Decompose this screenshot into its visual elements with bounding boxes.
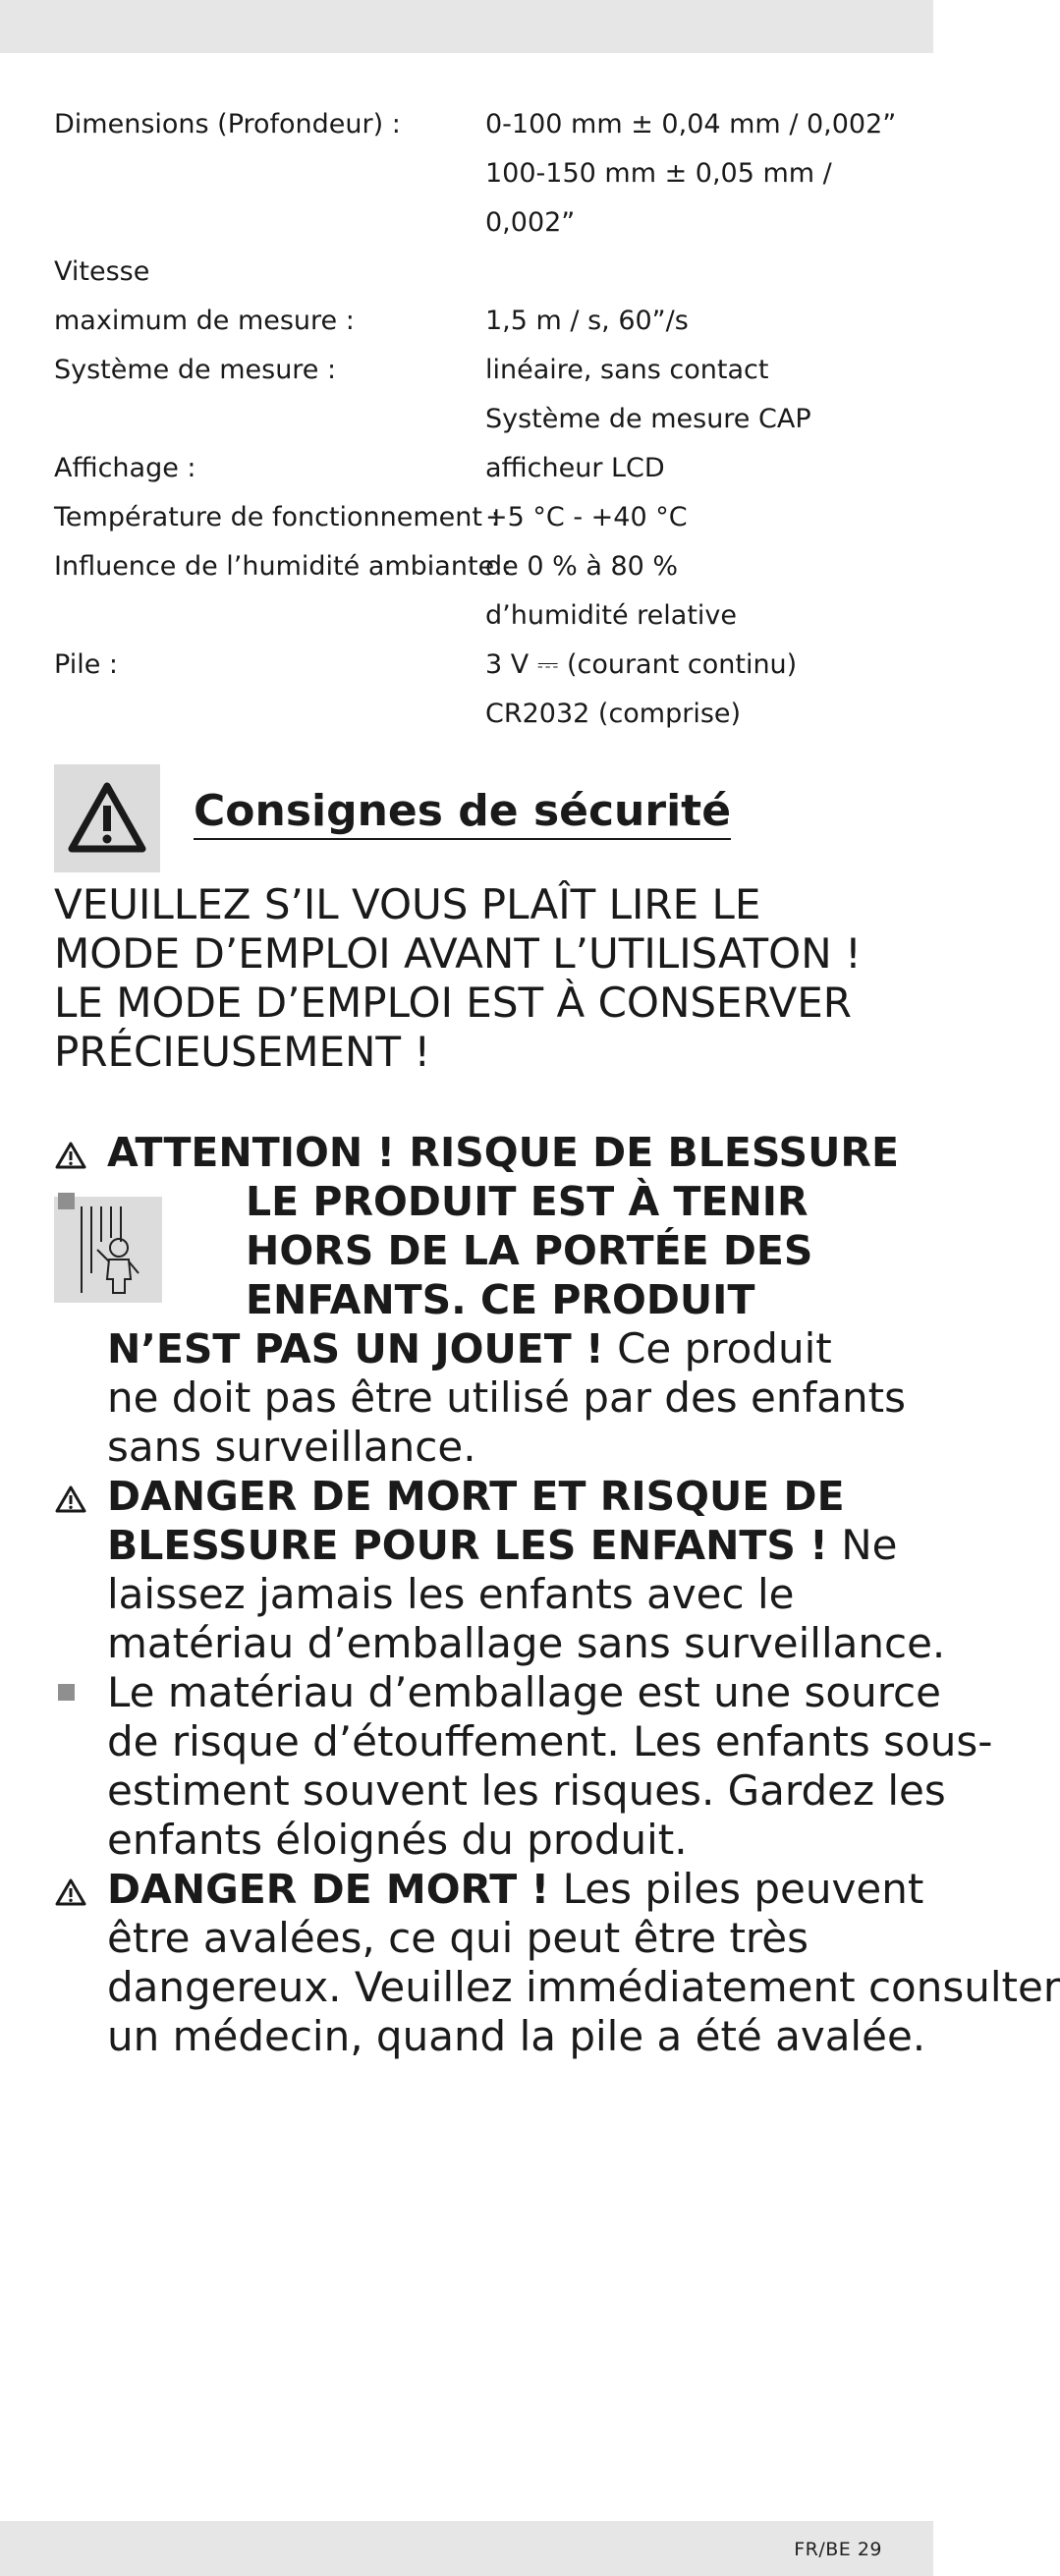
warnings-list (54, 1128, 1060, 2061)
warning-title: ATTENTION ! RISQUE DE BLESSURE (107, 1129, 899, 1176)
warning-text: matériau d’emballage sans surveillance. (107, 1619, 946, 1667)
spec-value (485, 100, 899, 248)
warning-item (54, 1865, 924, 1914)
warning-bold-text: ENFANTS. CE PRODUIT (246, 1276, 755, 1323)
spec-row (54, 641, 899, 739)
warning-text: dangereux. Veuillez immédiatement consulter (107, 1963, 1060, 2011)
spec-value-line: afficheur LCD (485, 453, 665, 483)
footer-bar (0, 2521, 933, 2576)
spec-value-line: 100-150 mm ± 0,05 mm / (485, 158, 832, 189)
warning-bold-text: HORS DE LA PORTÉE DES (246, 1227, 813, 1274)
warning-text: Le matériau d’emballage est une source (107, 1668, 941, 1716)
spec-label: Température de fonctionnement : (54, 502, 500, 532)
warning-bold-text: DANGER DE MORT ! (107, 1866, 550, 1913)
page-title: Consignes de sécurité (194, 786, 731, 840)
spec-label: Dimensions (Profondeur) : (54, 109, 401, 140)
warning-triangle-icon (54, 764, 160, 872)
spec-value (485, 444, 899, 493)
warning-triangle-icon (54, 1484, 87, 1514)
warning-text: de risque d’étouffement. Les enfants sous- (107, 1717, 993, 1765)
warning-item (54, 1472, 909, 1521)
warning-bold-text: LE PRODUIT EST À TENIR (246, 1178, 809, 1225)
spec-value-line: CR2032 (comprise) (485, 699, 742, 729)
spec-row (54, 248, 899, 297)
spec-label: maximum de mesure : (54, 306, 355, 336)
notice-line: LE MODE D’EMPLOI EST À CONSERVER (54, 979, 852, 1027)
warning-text: Les piles peuvent (549, 1865, 924, 1913)
warning-triangle-icon (54, 1141, 87, 1170)
warning-text: enfants éloignés du produit. (107, 1816, 688, 1864)
spec-value (485, 297, 899, 346)
warning-text: Ne (827, 1521, 898, 1569)
warning-line (54, 1177, 909, 1226)
warning-item (54, 1668, 941, 1717)
spec-value-line: 0,002” (485, 207, 576, 238)
bullet-square-icon (58, 1193, 75, 1209)
warning-line (54, 1521, 909, 1570)
warning-text: ne doit pas être utilisé par des enfants (107, 1373, 906, 1422)
warning-bold-text: N’EST PAS UN JOUET ! (107, 1325, 604, 1372)
spec-value-line: 0-100 mm ± 0,04 mm / 0,002” (485, 109, 897, 140)
spec-value-line: linéaire, sans contact (485, 355, 769, 385)
spec-label: Influence de l’humidité ambiante : (54, 551, 512, 582)
spec-label: Affichage : (54, 453, 196, 483)
notice-line: MODE D’EMPLOI AVANT L’UTILISATON ! (54, 929, 862, 978)
spec-value (485, 542, 899, 641)
safety-heading (54, 764, 899, 872)
spec-value (485, 493, 899, 542)
warning-line (54, 1324, 909, 1373)
notice-line: PRÉCIEUSEMENT ! (54, 1028, 431, 1076)
spec-row (54, 542, 899, 641)
page-number: FR/BE 29 (794, 2539, 882, 2560)
bullet-square-icon (58, 1684, 75, 1701)
spec-label: Système de mesure : (54, 355, 337, 385)
warning-text: être avalées, ce qui peut être très (107, 1914, 809, 1962)
spec-value (485, 248, 899, 297)
spec-row (54, 346, 899, 444)
warning-text: estiment souvent les risques. Gardez les (107, 1766, 946, 1815)
spec-value-line: Système de mesure CAP (485, 404, 811, 434)
specifications-table (54, 100, 899, 739)
spec-row (54, 444, 899, 493)
warning-bold-text: DANGER DE MORT ET RISQUE DE (107, 1473, 845, 1520)
warning-item (54, 1128, 909, 1177)
notice-line: VEUILLEZ S’IL VOUS PLAÎT LIRE LE (54, 880, 761, 928)
warning-text: Ce produit (603, 1324, 832, 1372)
spec-row (54, 100, 899, 248)
read-manual-notice (54, 880, 909, 1077)
warning-bold-text: BLESSURE POUR LES ENFANTS ! (107, 1522, 828, 1569)
spec-row (54, 493, 899, 542)
warning-text: un médecin, quand la pile a été avalée. (107, 2012, 926, 2060)
spec-value-line: +5 °C - +40 °C (485, 502, 688, 532)
spec-row (54, 297, 899, 346)
warning-text: laissez jamais les enfants avec le (107, 1570, 795, 1618)
warning-text: sans surveillance. (107, 1423, 476, 1471)
spec-value-line: 3 V ⎓ (courant continu) (485, 649, 798, 680)
spec-value-line: d’humidité relative (485, 600, 738, 631)
top-bar (0, 0, 933, 53)
spec-value (485, 346, 899, 444)
spec-value (485, 641, 899, 739)
spec-label: Pile : (54, 649, 118, 680)
spec-value-line: 1,5 m / s, 60”/s (485, 306, 689, 336)
spec-value-line: de 0 % à 80 % (485, 551, 679, 582)
warning-triangle-icon (54, 1877, 87, 1907)
spec-label: Vitesse (54, 256, 150, 287)
